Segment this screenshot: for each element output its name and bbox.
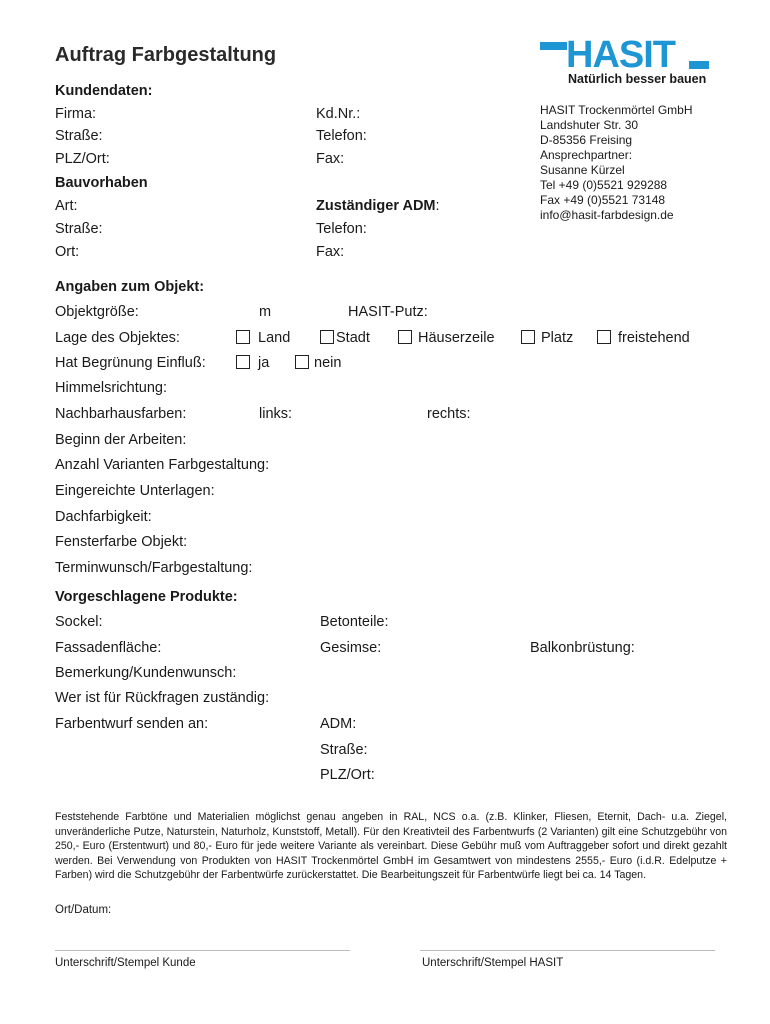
- bau-telefon-label: Telefon:: [316, 221, 367, 237]
- lage-label: Lage des Objektes:: [55, 330, 180, 346]
- telefon-label: Telefon:: [316, 128, 367, 144]
- betonteile-label: Betonteile:: [320, 614, 389, 630]
- bau-ort-label: Ort:: [55, 244, 80, 260]
- unit-label: m: [259, 304, 272, 320]
- checkbox-stadt[interactable]: [320, 330, 334, 344]
- option-land-label: Land: [258, 330, 291, 346]
- logo-wordmark: HASIT: [566, 34, 675, 76]
- signature-line-kunde: [55, 950, 350, 951]
- checkbox-platz[interactable]: [521, 330, 535, 344]
- terms-note: Feststehende Farbtöne und Materialien möglichst genau angeben in RAL, NCS o.a. (z.B. Klinker, Fliesen, Eternit, Dach- u.a. Ziegel, unveränderliche Putze, Naturstein, Naturholz, Kunststoff, Metall). Für den Kreativteil des Farbentwurfs (2 Varianten) gilt eine Schutzgebühr von 250,- Euro (Erstentwurt) und 80,- Euro für jede weitere Variante als vereinbart. Diese Gebühr muß vom Auftraggeber sofort und direkt gezahlt werden. Bei Verwendung von Produkten von HASIT Trockenmörtel GmbH im Gesamtwert von mindestens 2555,- Euro (i.d.R. Edelputze + Farben) wird die Schutzgebühr der Farbentwürfe zurückerstattet. Die Bearbeitungszeit für Farbentwürfe liegt bei ca. 14 Tagen.: [55, 811, 727, 882]
- fensterfarbe-label: Fensterfarbe Objekt:: [55, 534, 188, 550]
- strasse-label: Straße:: [55, 128, 103, 144]
- logo-tagline: Natürlich besser bauen: [568, 72, 707, 86]
- checkbox-ja[interactable]: [236, 355, 250, 369]
- entwurf-label: Farbentwurf senden an:: [55, 716, 209, 732]
- produkte-heading: Vorgeschlagene Produkte:: [55, 589, 238, 605]
- fassade-label: Fassadenfläche:: [55, 640, 162, 656]
- checkbox-land[interactable]: [236, 330, 250, 344]
- bau-strasse-label: Straße:: [55, 221, 103, 237]
- option-haeuserzeile-label: Häuserzeile: [418, 330, 495, 346]
- entwurf-strasse-label: Straße:: [320, 742, 368, 758]
- kdnr-label: Kd.Nr.:: [316, 106, 361, 122]
- ortdatum-label: Ort/Datum:: [55, 904, 112, 916]
- sockel-label: Sockel:: [55, 614, 103, 630]
- checkbox-nein[interactable]: [295, 355, 309, 369]
- dachfarbigkeit-label: Dachfarbigkeit:: [55, 509, 152, 525]
- firma-label: Firma:: [55, 106, 97, 122]
- balkon-label: Balkonbrüstung:: [530, 640, 635, 656]
- adm-label-bold: Zuständiger ADM: [316, 198, 436, 214]
- rechts-label: rechts:: [427, 406, 471, 422]
- checkbox-freistehend[interactable]: [597, 330, 611, 344]
- adm-label-colon: :: [435, 198, 440, 214]
- option-ja-label: ja: [258, 355, 270, 371]
- begruenung-label: Hat Begrünung Einfluß:: [55, 355, 206, 371]
- plzort-label: PLZ/Ort:: [55, 151, 110, 167]
- beginn-label: Beginn der Arbeiten:: [55, 432, 187, 448]
- unterlagen-label: Eingereichte Unterlagen:: [55, 483, 215, 499]
- bemerkung-label: Bemerkung/Kundenwunsch:: [55, 665, 237, 681]
- signature-line-hasit: [420, 950, 715, 951]
- art-label: Art:: [55, 198, 78, 214]
- signature-kunde-label: Unterschrift/Stempel Kunde: [55, 957, 196, 969]
- checkbox-haeuserzeile[interactable]: [398, 330, 412, 344]
- kundendaten-heading: Kundendaten:: [55, 83, 153, 99]
- entwurf-plzort-label: PLZ/Ort:: [320, 767, 375, 783]
- gesimse-label: Gesimse:: [320, 640, 382, 656]
- page-title: Auftrag Farbgestaltung: [55, 44, 277, 66]
- terminwunsch-label: Terminwunsch/Farbgestaltung:: [55, 560, 253, 576]
- logo-bar-right: [689, 61, 709, 69]
- signature-hasit-label: Unterschrift/Stempel HASIT: [422, 957, 564, 969]
- links-label: links:: [259, 406, 293, 422]
- adm-label: [316, 198, 440, 214]
- hasit-putz-label: HASIT-Putz:: [348, 304, 428, 320]
- option-stadt-label: Stadt: [336, 330, 370, 346]
- company-address: HASIT Trockenmörtel GmbH Landshuter Str. 30 D-85356 Freising Ansprechpartner: Susanne Kürzel Tel +49 (0)5521 929288 Fax +49 (0)5521 73148 info@hasit-farbdesign.de: [540, 103, 693, 222]
- objektgroesse-label: Objektgröße:: [55, 304, 139, 320]
- logo-bar-left: [540, 42, 567, 50]
- entwurf-adm-label: ADM:: [320, 716, 357, 732]
- himmelsrichtung-label: Himmelsrichtung:: [55, 380, 167, 396]
- varianten-label: Anzahl Varianten Farbgestaltung:: [55, 457, 270, 473]
- rueckfragen-label: Wer ist für Rückfragen zuständig:: [55, 690, 270, 706]
- option-platz-label: Platz: [541, 330, 574, 346]
- bau-fax-label: Fax:: [316, 244, 345, 260]
- bauvorhaben-heading: Bauvorhaben: [55, 175, 148, 191]
- option-freistehend-label: freistehend: [618, 330, 690, 346]
- fax-label: Fax:: [316, 151, 345, 167]
- nachbarhausfarben-label: Nachbarhausfarben:: [55, 406, 187, 422]
- objekt-heading: Angaben zum Objekt:: [55, 279, 205, 295]
- option-nein-label: nein: [314, 355, 342, 371]
